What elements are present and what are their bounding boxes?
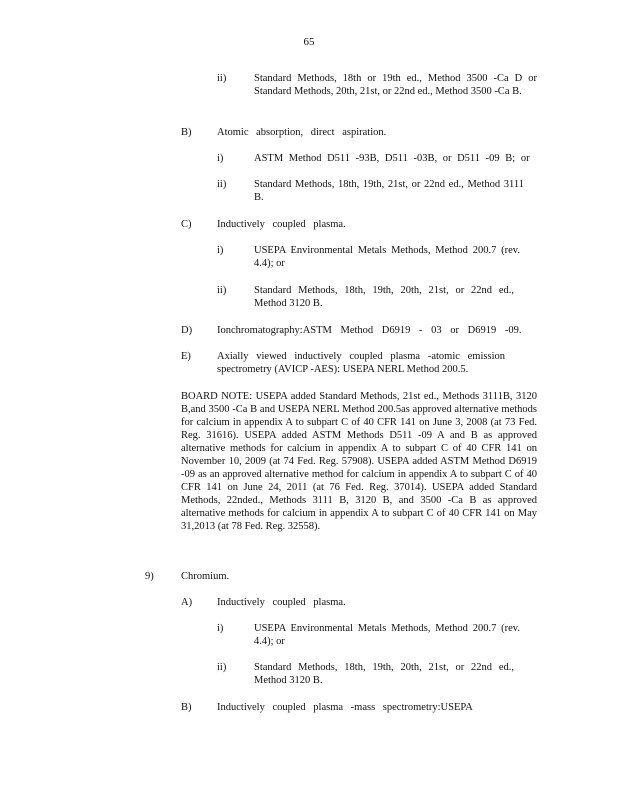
list-item-text: ASTM Method D511 -93B, D511 -03B, or D511 -09 B; or [254,153,530,164]
list-marker: ii) [217,662,227,673]
list-marker: B) [181,127,192,138]
list-item-text: Inductively coupled plasma. [217,219,346,230]
list-item-text: USEPA Environmental Metals Methods, Method 200.7 (rev. 4.4); or [254,245,520,269]
list-marker: A) [181,597,193,608]
list-marker: i) [217,153,224,164]
list-marker: ii) [217,73,227,84]
list-marker: ii) [217,285,227,296]
list-item-text: Atomic absorption, direct aspiration. [217,127,387,138]
page-number: 65 [303,36,315,48]
list-marker: i) [217,245,224,256]
list-marker: C) [181,219,192,230]
list-marker: D) [181,325,193,336]
list-item-text: Inductively coupled plasma -mass spectrometry:USEPA [217,702,473,713]
list-item-text: Ionchromatography:ASTM Method D6919 - 03 or D6919 -09. [217,325,522,336]
list-item-text: Standard Methods, 18th, 19th, 21st, or 22nd ed., Method 3111 B. [254,179,524,203]
list-marker: i) [217,623,224,634]
list-marker: E) [181,351,191,362]
board-note: BOARD NOTE: USEPA added Standard Methods, 21st ed., Methods 3111B, 3120 B,and 3500 -Ca B and USEPA NERL Method 200.5as approved alternative methods for calcium in appendix A to subpart C of 40 CFR 141 on June 3, 2008 (at 73 Fed. Reg. 31616). USEPA added ASTM Methods D511 -09 A and B as approved alternative methods for calcium in appendix A to subpart C of 40 CFR 141 on November 10, 2009 (at 74 Fed. Reg. 57908). USEPA added ASTM Method D6919 -09 as an approved alternative method for calcium in appendix A to subpart C of 40 CFR 141 on June 24, 2011 (at 76 Fed. Reg. 37014). USEPA added Standard Methods, 22nded., Methods 3111 B, 3120 B, and 3500 -Ca B as approved alternative methods for calcium in appendix A to subpart C of 40 CFR 141 on May 31,2013 (at 78 Fed. Reg. 32558). [181,391,537,532]
list-item-text: USEPA Environmental Metals Methods, Method 200.7 (rev. 4.4); or [254,623,520,647]
list-item-text: Standard Methods, 18th, 19th, 20th, 21st, or 22nd ed., Method 3120 B. [254,285,514,309]
list-item-text: Chromium. [181,571,230,582]
list-item-text: Standard Methods, 18th or 19th ed., Method 3500 -Ca D or Standard Methods, 20th, 21st, or 22nd ed., Method 3500 -Ca B. [254,73,537,97]
list-marker: 9) [145,571,154,582]
list-item-text: Inductively coupled plasma. [217,597,346,608]
list-item-text: Standard Methods, 18th, 19th, 20th, 21st, or 22nd ed., Method 3120 B. [254,662,514,686]
list-marker: ii) [217,179,227,190]
list-item-text: Axially viewed inductively coupled plasma -atomic emission spectrometry (AVICP -AES): USEPA NERL Method 200.5. [217,351,505,375]
list-marker: B) [181,702,192,713]
